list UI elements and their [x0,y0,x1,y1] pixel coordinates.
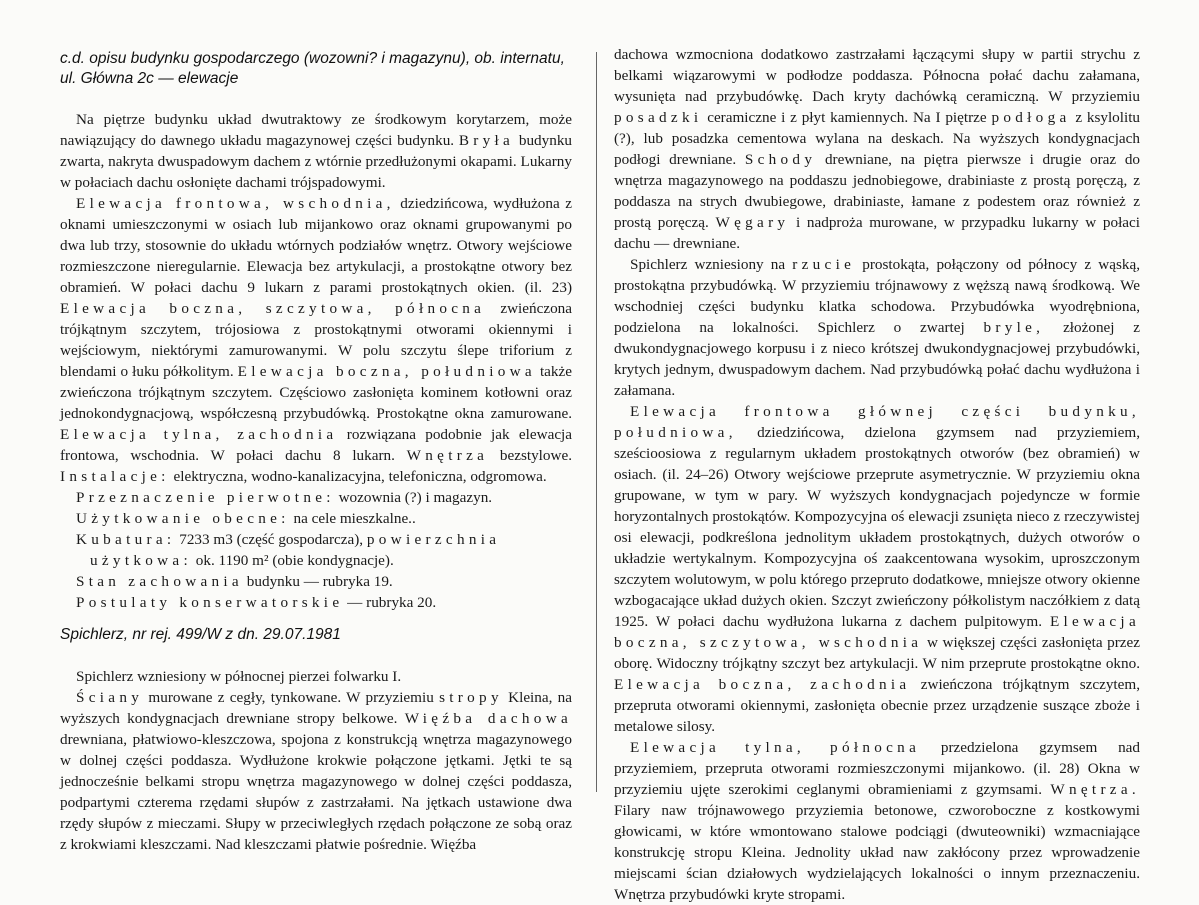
right-column [614,44,1140,905]
column-divider [596,52,597,792]
paragraph: Ściany murowane z cegły, tynkowane. W przyziemiu stropy Kleina, na wyższych kondygnacjach drewniane stropy belkowe. Więźba dachowa drewniana, płatwiowo-kleszczowa, spojona z konstrukcją wnętrza magazynowego w dolnej części poddasza. Wydłużone krokwie połączone jętkami. Jętki te są jednocześnie belkami stropu wnętrza magazynowego w dolnej części poddasza, podpartymi czterema rzędami słupów z zastrzałami. Na jętkach ustawione dwa rzędy słupów z mieczami. Słupy w przeciwległych rzędach połączone ze sobą oraz z krokwiami kleszczami. Nad kleszczami płatwie pośrednie. Więźba [60,689,573,853]
list-item: Stan zachowania budynku — rubryka 19. [76,573,393,590]
section-heading: c.d. opisu budynku gospodarczego (wozowni? i magazynu), ob. internatu, ul. Główna 2c — elewacje [60,50,565,87]
paragraph: Spichlerz wzniesiony w północnej pierzei folwarku I. [76,668,402,685]
list-item: Postulaty konserwatorskie — rubryka 20. [76,594,437,611]
list-item: Przeznaczenie pierwotne: wozownia (?) i magazyn. [76,489,493,506]
paragraph: Elewacja frontowa, wschodnia, dziedzińcowa, wydłużona z oknami umieszczonymi w osiach lub mijankowo oraz oknami grupowanymi po dwa lub trzy, stosownie do układu wtórnych podziałów wnętrz. Otwory wejściowe rozmieszczone nieregularnie. Elewacja bez artykulacji, a prostokątne otwory bez obramień. W połaci dachu 9 lukarn z parami prostokątnych okien. (il. 23) Elewacja boczna, szczytowa, północna zwieńczona trójkątnym szczytem, trójosiowa z prostokątnymi otworami okiennymi i wejściowym, niektórymi zamurowanymi. W polu szczytu ślepe triforium z blendami o łuku półkolitym. Elewacja boczna, południowa także zwieńczona trójkątnym szczytem. Częściowo zasłonięta kominem kotłowni oraz jednokondygnacjową, współczesną przybudówką. Prostokątne okna zamurowane. Elewacja tylna, zachodnia rozwiązana podobnie jak elewacja frontowa, wschodnia. W połaci dachu 8 lukarn. Wnętrza bezstylowe. Instalacje: elektryczna, wodno-kanalizacyjna, telefoniczna, odgromowa. [60,195,573,485]
left-column [60,44,572,855]
section-heading: Spichlerz, nr rej. 499/W z dn. 29.07.1981 [60,626,341,643]
list-item: użytkowa: ok. 1190 m² (obie kondygnacje). [90,552,394,569]
paragraph: Elewacja tylna, północna przedzielona gzymsem nad przyziemiem, przepruta otworami rozmieszczonymi mijankowo. (il. 28) Okna w przyziemiu ujęte szerokimi ceglanymi obramieniami z gzymsami. Wnętrza. Filary naw trójnawowego przyziemia betonowe, czworoboczne z kostkowymi głowicami, w które wmontowano stalowe podciągi (dwuteowniki) wzmacniające konstrukcję stropu Kleina. Jednolity układ naw zakłócony przez wprowadzenie miejscami ścian działowych wydzielających lokalności o innym przeznaczeniu. Wnętrza przybudówki kryte stropami. [614,739,1140,903]
paragraph: Na piętrze budynku układ dwutraktowy ze środkowym korytarzem, może nawiązujący do dawnego układu magazynowej części budynku. Bryła budynku zwarta, nakryta dwuspadowym dachem z wtórnie przedłużonymi okapami. Lukarny w połaciach dachu osłonięte dachami trójspadowymi. [60,111,572,191]
paragraph: Elewacja frontowa głównej części budynku, południowa, dziedzińcowa, dzielona gzymsem nad przyziemiem, sześcioosiowa z regularnym układem prostokątnych otworów (bez obramień) w osiach. (il. 24–26) Otwory wejściowe przeprute asymetrycznie. W przyziemiu okna grupowane, w tym w pary. W wyższych kondygnacjach pojedyncze w formie horyzontalnych prostokątów. Kompozycyjna oś elewacji zsunięta nieco z rzeczywistej osi elewacji, podkreślona jednolitym układem prostokątnych, dużych otworów o układzie wertykalnym. Kompozycyjna oś zaakcentowana wysokim, uproszczonym szczytem wolutowym, w polu którego przepruto dodatkowe, mniejsze otwory okienne wzbogacające układ dużych okien. Szczyt zwieńczony półkolistym naczółkiem z datą 1925. W połaci dachu wydłużona lukarna z dachem pulpitowym. Elewacja boczna, szczytowa, wschodnia w większej części zasłonięta przez oborę. Widoczny trójkątny szczyt bez artykulacji. W nim przeprute prostokątne okno. Elewacja boczna, zachodnia zwieńczona trójkątnym szczytem, przepruta otworami okiennymi, zasłonięta obecnie przez urządzenie suszące zboże i metalowe silosy. [614,403,1141,735]
paragraph: dachowa wzmocniona dodatkowo zastrzałami łączącymi słupy w partii strychu z belkami wiązarowymi w podłodze poddasza. Północna połać dachu załamana, wysunięta nad przybudówkę. Dach kryty dachówką ceramiczną. W przyziemiu posadzki ceramiczne i z płyt kamiennych. Na I piętrze podłoga z ksylolitu (?), lub posadzka cementowa wylana na deskach. Na wyższych kondygnacjach podłogi drewniane. Schody drewniane, na piętra pierwsze i drugie oraz do wnętrza magazynowego na poddaszu jednobiegowe, drabiniaste z prostą poręczą, z poddasza na strych dwubiegowe, drabiniaste, łamane z podestem oraz również z prostą poręczą. Węgary i nadproża murowane, w przypadku lukarny w połaci dachu — drewniane. [614,46,1141,252]
list-item: Użytkowanie obecne: na cele mieszkalne.. [76,510,416,527]
paragraph: Spichlerz wzniesiony na rzucie prostokąta, połączony od północy z wąską, prostokątna przybudówką. W przyziemiu trójnawowy z węższą nawą środkową. We wschodniej części budynku klatka schodowa. Przybudówka wyodrębniona, podzielona na lokalności. Spichlerz o zwartej bryle, złożonej z dwukondygnacjowego korpusu i z nieco krótszej dwukondygnacjowej przybudówki, krytych jednym, dwuspadowym dachem. Nad przybudówką połać dachu wydłużona i załamana. [614,256,1141,399]
list-item: Kubatura: 7233 m3 (część gospodarcza), powierzchnia [76,531,501,548]
